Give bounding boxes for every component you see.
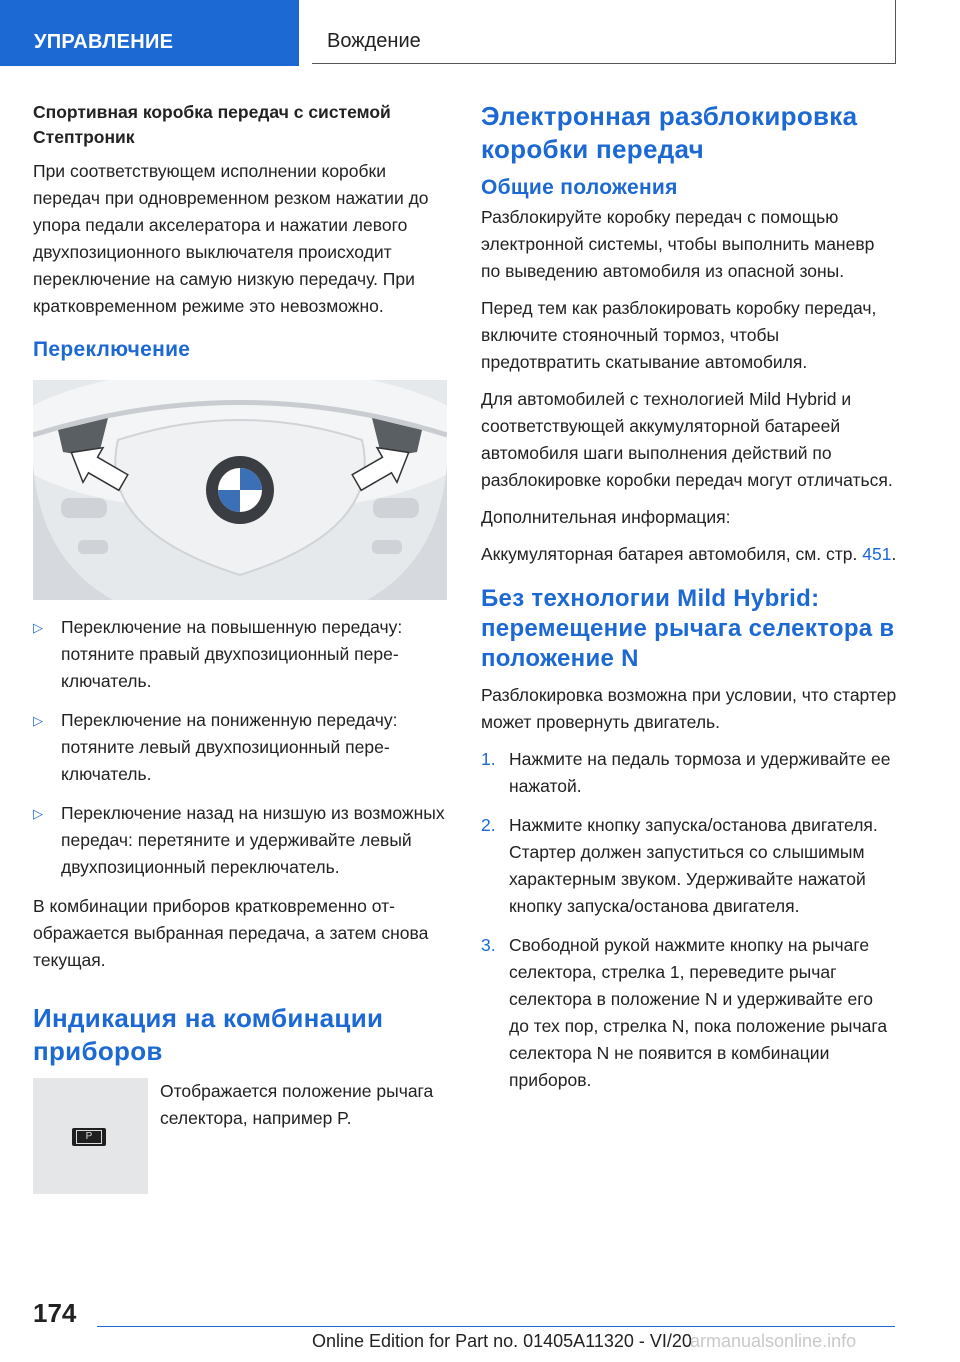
chapter-header [312,0,896,64]
page-reference-link[interactable]: 451 [862,544,892,564]
triangle-right-icon: ▷ [33,620,43,635]
paragraph: Дополнительная информация: [481,507,731,527]
indication-text: Отображается положение рычага селектора, например P. [160,1081,434,1128]
list-item: ▷ Переключение на пониженную передачу: потяните левый двухпозиционный переключатель. [33,707,447,788]
indication-heading: Индикация на комбинации приборов [33,1003,384,1066]
watermark: armanualsonline.info [690,1331,857,1351]
list-item: 1. Нажмите на педаль тормоза и удерживайте ее нажатой. [481,749,891,796]
steering-wheel-image [33,380,447,600]
triangle-right-icon: ▷ [33,713,43,728]
steptronic-intro: При соответствующем исполнении коробки передач при одновременном резком нажатии до упора педали акселератора и нажатии левого двухпозиционного выключателя происходит переключение на самую низкую передачу. При кратковременном режиме это невозможно. [33,161,429,316]
shift-bullets [33,614,447,881]
list-item: ▷ Переключение назад на низшую из возможных передач: перетяните и удерживайте левый двухпозиционный переключатель. [33,800,447,881]
triangle-right-icon: ▷ [33,806,43,821]
left-column [33,100,447,1194]
section-tab[interactable]: УПРАВЛЕНИЕ [0,0,299,66]
paragraph-with-link: Аккумуляторная батарея автомобиля, см. стр. 451. [481,544,897,564]
no-mild-hybrid-heading: Без технологии Mild Hybrid: перемещение рычага селектора в положение N [481,585,895,672]
list-item: 3. Свободной рукой нажмите кнопку на рычаге селектора, стрелка 1, переведите рычаг селектора в положение N и удерживайте его до тех пор, стрелка N, пока положение рычага селектора N не появится в комбинации приборов. [481,935,888,1090]
general-heading: Общие положения [481,176,678,199]
unlock-heading: Электронная разблокировка коробки передач [481,101,858,164]
shift-heading: Переключение [33,338,191,361]
cluster-note: В комбинации приборов кратковременно отображается выбранная передача, а затем снова текущая. [33,896,429,970]
edition-text: Online Edition for Part no. 01405A11320 - VI/20 [312,1331,692,1351]
indication-block [33,1078,447,1194]
gear-p-icon: P [72,1128,106,1146]
steering-wheel-illustration [33,380,447,600]
chapter-title: Вождение [327,30,421,52]
paragraph: Для автомобилей с технологией Mild Hybrid и соответствующей аккумуляторной батареей автомобиля шаги выполнения действий по разблокировке коробки передач могут отличаться. [481,389,893,490]
page-number: 174 [33,1298,77,1328]
list-item: 2. Нажмите кнопку запуска/останова двигателя. Стартер должен запуститься со слышимым характерным звуком. Удерживайте нажатой кнопку запуска/останова двигателя. [481,815,878,916]
steptronic-subhead: Спортивная коробка передач с системой Стептроник [33,102,391,147]
steps-list [481,746,897,1094]
list-item: ▷ Переключение на повышенную передачу: потяните правый двухпозиционный переключатель. [33,614,447,695]
paragraph: Разблокируйте коробку передач с помощью электронной системы, чтобы выполнить маневр по выведению автомобиля из опасной зоны. [481,207,875,281]
right-column [481,100,897,1106]
paragraph: Перед тем как разблокировать коробку передач, включите стояночный тормоз, чтобы предотвратить скатывание автомобиля. [481,298,877,372]
footer-divider [97,1326,895,1327]
gear-indicator-image [33,1078,148,1194]
paragraph: Разблокировка возможна при условии, что стартер может провернуть двигатель. [481,685,897,732]
